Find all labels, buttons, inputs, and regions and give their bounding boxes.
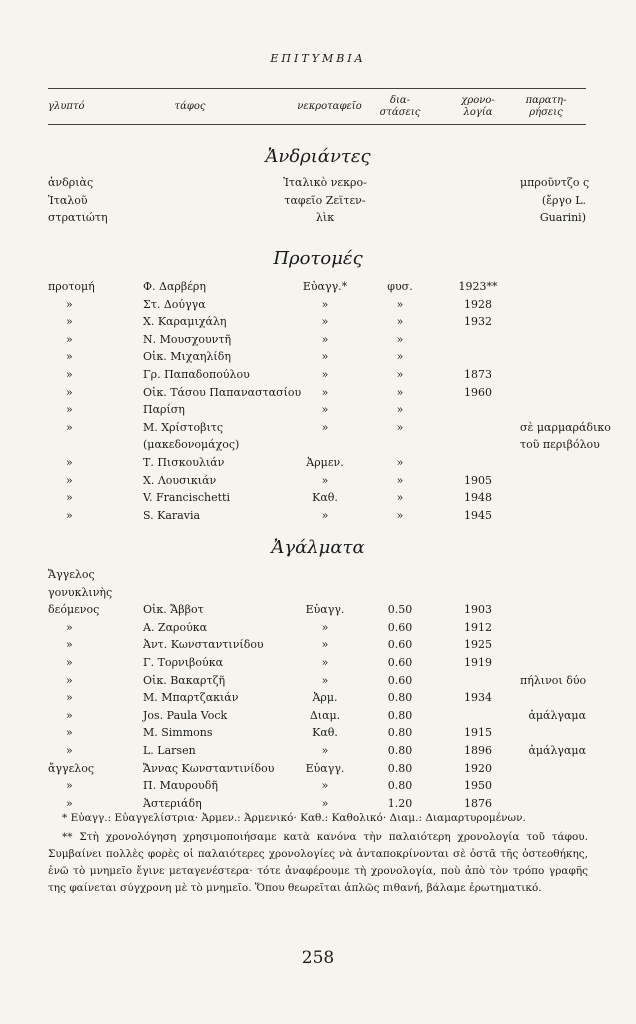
table-cell: V. Francischetti <box>143 491 230 505</box>
table-cell: » <box>66 315 73 329</box>
table-cell: » <box>321 332 329 346</box>
table-cell: 0.80 <box>387 708 413 722</box>
table-cell: » <box>66 779 73 793</box>
table-cell: 0.60 <box>387 620 413 634</box>
column-header: παρατη- ρήσεις <box>525 95 567 118</box>
column-header: χρονο- λογία <box>461 95 495 118</box>
table-cell: » <box>396 420 404 434</box>
table-cell: » <box>66 620 73 634</box>
table-cell: 0.60 <box>387 638 413 652</box>
table-cell: 1915 <box>464 726 492 740</box>
table-cell: Εὐαγγ. <box>305 761 345 775</box>
footnote-abbreviations: * Εὐαγγ.: Εὐαγγελίστρια· Ἀρμεν.: Ἀρμενικό· Καθ.: Καθολικό· Διαμ.: Διαμαρτυρομένων. <box>62 812 526 824</box>
table-cell: ἀμάλγαμα <box>528 708 586 722</box>
table-cell: » <box>396 508 404 522</box>
table-cell: Οἰκ. Βακαρτζῆ <box>143 673 226 687</box>
table-cell: » <box>396 332 404 346</box>
table-cell: γονυκλινὴς <box>48 585 113 599</box>
table-cell: » <box>321 385 329 399</box>
table-cell: Ν. Μουσχουντῆ <box>143 332 232 346</box>
table-cell: 1.20 <box>387 796 413 810</box>
table-cell: σὲ μαρμαράδικο <box>520 420 611 434</box>
table-cell: » <box>66 473 73 487</box>
table-cell: 1932 <box>464 315 492 329</box>
table-cell: 1925 <box>464 638 492 652</box>
table-cell: M. Simmons <box>143 726 213 740</box>
table-cell: στρατιώτη <box>48 211 108 225</box>
table-cell: » <box>66 350 73 364</box>
table-cell: Ἄννας Κωνσταντινίδου <box>143 761 275 775</box>
table-cell: Στ. Δούγγα <box>143 297 206 311</box>
table-cell: » <box>321 796 329 810</box>
table-cell: » <box>66 368 73 381</box>
column-header: τάφος <box>174 101 206 112</box>
table-cell: Ἄγγελος <box>48 568 95 581</box>
footnotes <box>48 810 588 899</box>
table-cell: προτομή <box>48 280 95 293</box>
table-cell: » <box>66 491 73 505</box>
table-cell: Ἰταλοῦ <box>48 193 88 207</box>
table-cell: Guarini) <box>539 211 586 225</box>
table-cell: 1876 <box>464 796 492 810</box>
table-top-rule <box>48 88 586 89</box>
table-cell: Ἀντ. Κωνσταντινίδου <box>143 638 264 652</box>
table-cell: » <box>396 403 404 417</box>
table-cell: » <box>66 656 73 669</box>
table-cell: δεόμενος <box>48 603 100 617</box>
table-cell: Jos. Paula Vock <box>143 708 228 722</box>
table-cell: 1920 <box>464 761 492 775</box>
table-cell: 0.80 <box>387 726 413 740</box>
table-cell: » <box>396 368 404 381</box>
table-cell: » <box>321 673 329 687</box>
page-number: 258 <box>301 948 335 968</box>
table-cell: » <box>321 744 329 757</box>
table-cell: » <box>396 385 404 399</box>
table-cell: » <box>396 297 404 311</box>
table-cell: Καθ. <box>312 726 338 740</box>
table-cell: 1948 <box>464 491 492 505</box>
table-cell: Χ. Καραμιχάλη <box>143 315 227 329</box>
table-cell: Παρίση <box>143 403 185 417</box>
table-cell: Χ. Λουσικιάν <box>143 473 217 487</box>
column-header: δια- στάσεις <box>379 95 421 118</box>
table-cell: 1923** <box>458 280 498 293</box>
table-cell: μπροῦντζο ς <box>520 176 590 189</box>
section-title: Ἀγάλματα <box>271 537 365 558</box>
table-cell: Ἀρμεν. <box>306 456 344 469</box>
table-cell: Α. Ζαρούκα <box>143 620 208 634</box>
table-cell: Ἀρμ. <box>312 691 338 705</box>
table-cell: » <box>396 491 404 505</box>
table-cell: ἀμάλγαμα <box>528 744 586 757</box>
table-cell: » <box>321 620 329 634</box>
table-cell: Τ. Πισκουλιάν <box>143 456 225 469</box>
table-cell: » <box>66 508 73 522</box>
table-cell: 0.80 <box>387 779 413 793</box>
table-cell: Εὐαγγ. <box>305 603 345 617</box>
table-cell: τοῦ περιβόλου <box>520 438 600 452</box>
table-cell: 1919 <box>464 656 492 669</box>
table-cell: 0.50 <box>387 603 413 617</box>
table-cell: » <box>66 796 73 810</box>
table-cell: Ἰταλικὸ νεκρο- <box>283 176 367 189</box>
table-cell: » <box>66 385 73 399</box>
table-cell: Οἰκ. Μιχαηλίδη <box>143 350 231 364</box>
table-cell: » <box>396 315 404 329</box>
table-cell: (μακεδονομάχος) <box>143 438 240 452</box>
table-cell: 1934 <box>464 691 492 705</box>
table-cell: » <box>66 420 73 434</box>
running-head: ΕΠΙΤΥΜΒΙΑ <box>270 52 366 65</box>
table-cell: » <box>321 473 329 487</box>
table-cell: » <box>66 726 73 740</box>
table-cell: 0.80 <box>387 744 413 757</box>
table-cell: 1960 <box>464 385 492 399</box>
table-cell: 1945 <box>464 508 492 522</box>
table-cell: » <box>321 508 329 522</box>
table-cell: φυσ. <box>387 280 413 293</box>
table-cell: Γρ. Παπαδοπούλου <box>143 368 250 381</box>
table-cell: ἄγγελος <box>48 761 95 775</box>
table-cell: » <box>321 403 329 417</box>
section-title: Ἀνδριάντες <box>265 146 371 167</box>
table-cell: Οἰκ. Ἄββοτ <box>143 603 204 617</box>
table-cell: πήλινοι δύο <box>520 673 587 687</box>
footnote-dating: ** Στὴ χρονολόγηση χρησιμοποιήσαμε κατὰ κανόνα τὴν παλαιότερη χρονολογία τοῦ τάφου. Συμβαίνει πολλὲς φορὲς οἱ παλαιότερες χρονολογίες νὰ ἀνταποκρίνονται σὲ ὀστᾶ τῆς ὀστεοθήκης, ἐνῶ τὸ μνημεῖο ἔγινε μεταγενέστερα· τότε ἀναφέρουμε τὴ χρονολογία, ποὺ ἀπὸ τὸν τρόπο γραφῆς της φαίνεται σύγχρονη μὲ τὸ μνημεῖο. Ὅπου θεωρεῖται ἁπλῶς πιθανή, βάλαμε ἐρωτηματικό. <box>48 831 588 894</box>
table-cell: » <box>66 403 73 417</box>
table-cell: » <box>396 473 404 487</box>
table-cell: » <box>66 673 73 687</box>
table-cell: 1896 <box>464 744 492 757</box>
header-bottom-rule <box>48 124 586 125</box>
column-header: νεκροταφεῖο <box>297 101 362 112</box>
table-cell: 1928 <box>464 297 492 311</box>
table-cell: » <box>321 315 329 329</box>
table-cell: » <box>321 638 329 652</box>
table-cell: » <box>321 368 329 381</box>
table-cell: Γ. Τορνιβούκα <box>143 656 224 669</box>
table-cell: 1903 <box>464 603 492 617</box>
table-cell: » <box>66 332 73 346</box>
section-title: Προτομές <box>273 248 363 269</box>
table-cell: 0.80 <box>387 691 413 705</box>
table-cell: Εὐαγγ.* <box>302 280 348 293</box>
table-cell: ταφεῖο Ζεϊτεν- <box>284 193 366 207</box>
column-header: γλυπτό <box>48 101 85 112</box>
table-cell: 0.60 <box>387 656 413 669</box>
table-cell: (ἔργο L. <box>541 193 586 207</box>
table-cell: » <box>321 350 329 364</box>
table-cell: » <box>66 456 73 469</box>
table-cell: » <box>321 420 329 434</box>
table-cell: Π. Μαυρουδῆ <box>143 779 218 793</box>
table-cell: » <box>321 779 329 793</box>
table-cell: » <box>321 656 329 669</box>
table-cell: 1950 <box>464 779 492 793</box>
table-cell: Οἰκ. Τάσου Παπαναστασίου <box>143 385 302 399</box>
table-cell: » <box>396 350 404 364</box>
table-cell: 0.60 <box>387 673 413 687</box>
table-cell: » <box>66 691 73 705</box>
table-cell: Καθ. <box>312 491 338 505</box>
table-cell: 1912 <box>464 620 492 634</box>
table-cell: ἀνδριὰς <box>48 176 94 189</box>
table-cell: Μ. Χρίστοβιτς <box>143 420 224 434</box>
table-cell: » <box>66 744 73 757</box>
table-cell: S. Karavia <box>143 508 201 522</box>
table-cell: L. Larsen <box>143 744 196 757</box>
table-cell: Μ. Μπαρτζακιάν <box>143 691 239 705</box>
table-cell: » <box>321 297 329 311</box>
table-cell: » <box>66 297 73 311</box>
table-cell: » <box>66 708 73 722</box>
table-cell: » <box>396 456 404 469</box>
table-cell: 1873 <box>464 368 492 381</box>
table-cell: 1905 <box>464 473 492 487</box>
table-cell: Διαμ. <box>309 708 341 722</box>
table-cell: Ἀστεριάδη <box>143 796 202 810</box>
table-cell: λὶκ <box>315 211 335 225</box>
table-cell: 0.80 <box>387 761 413 775</box>
table-cell: » <box>66 638 73 652</box>
table-cell: Φ. Δαρβέρη <box>143 280 206 293</box>
